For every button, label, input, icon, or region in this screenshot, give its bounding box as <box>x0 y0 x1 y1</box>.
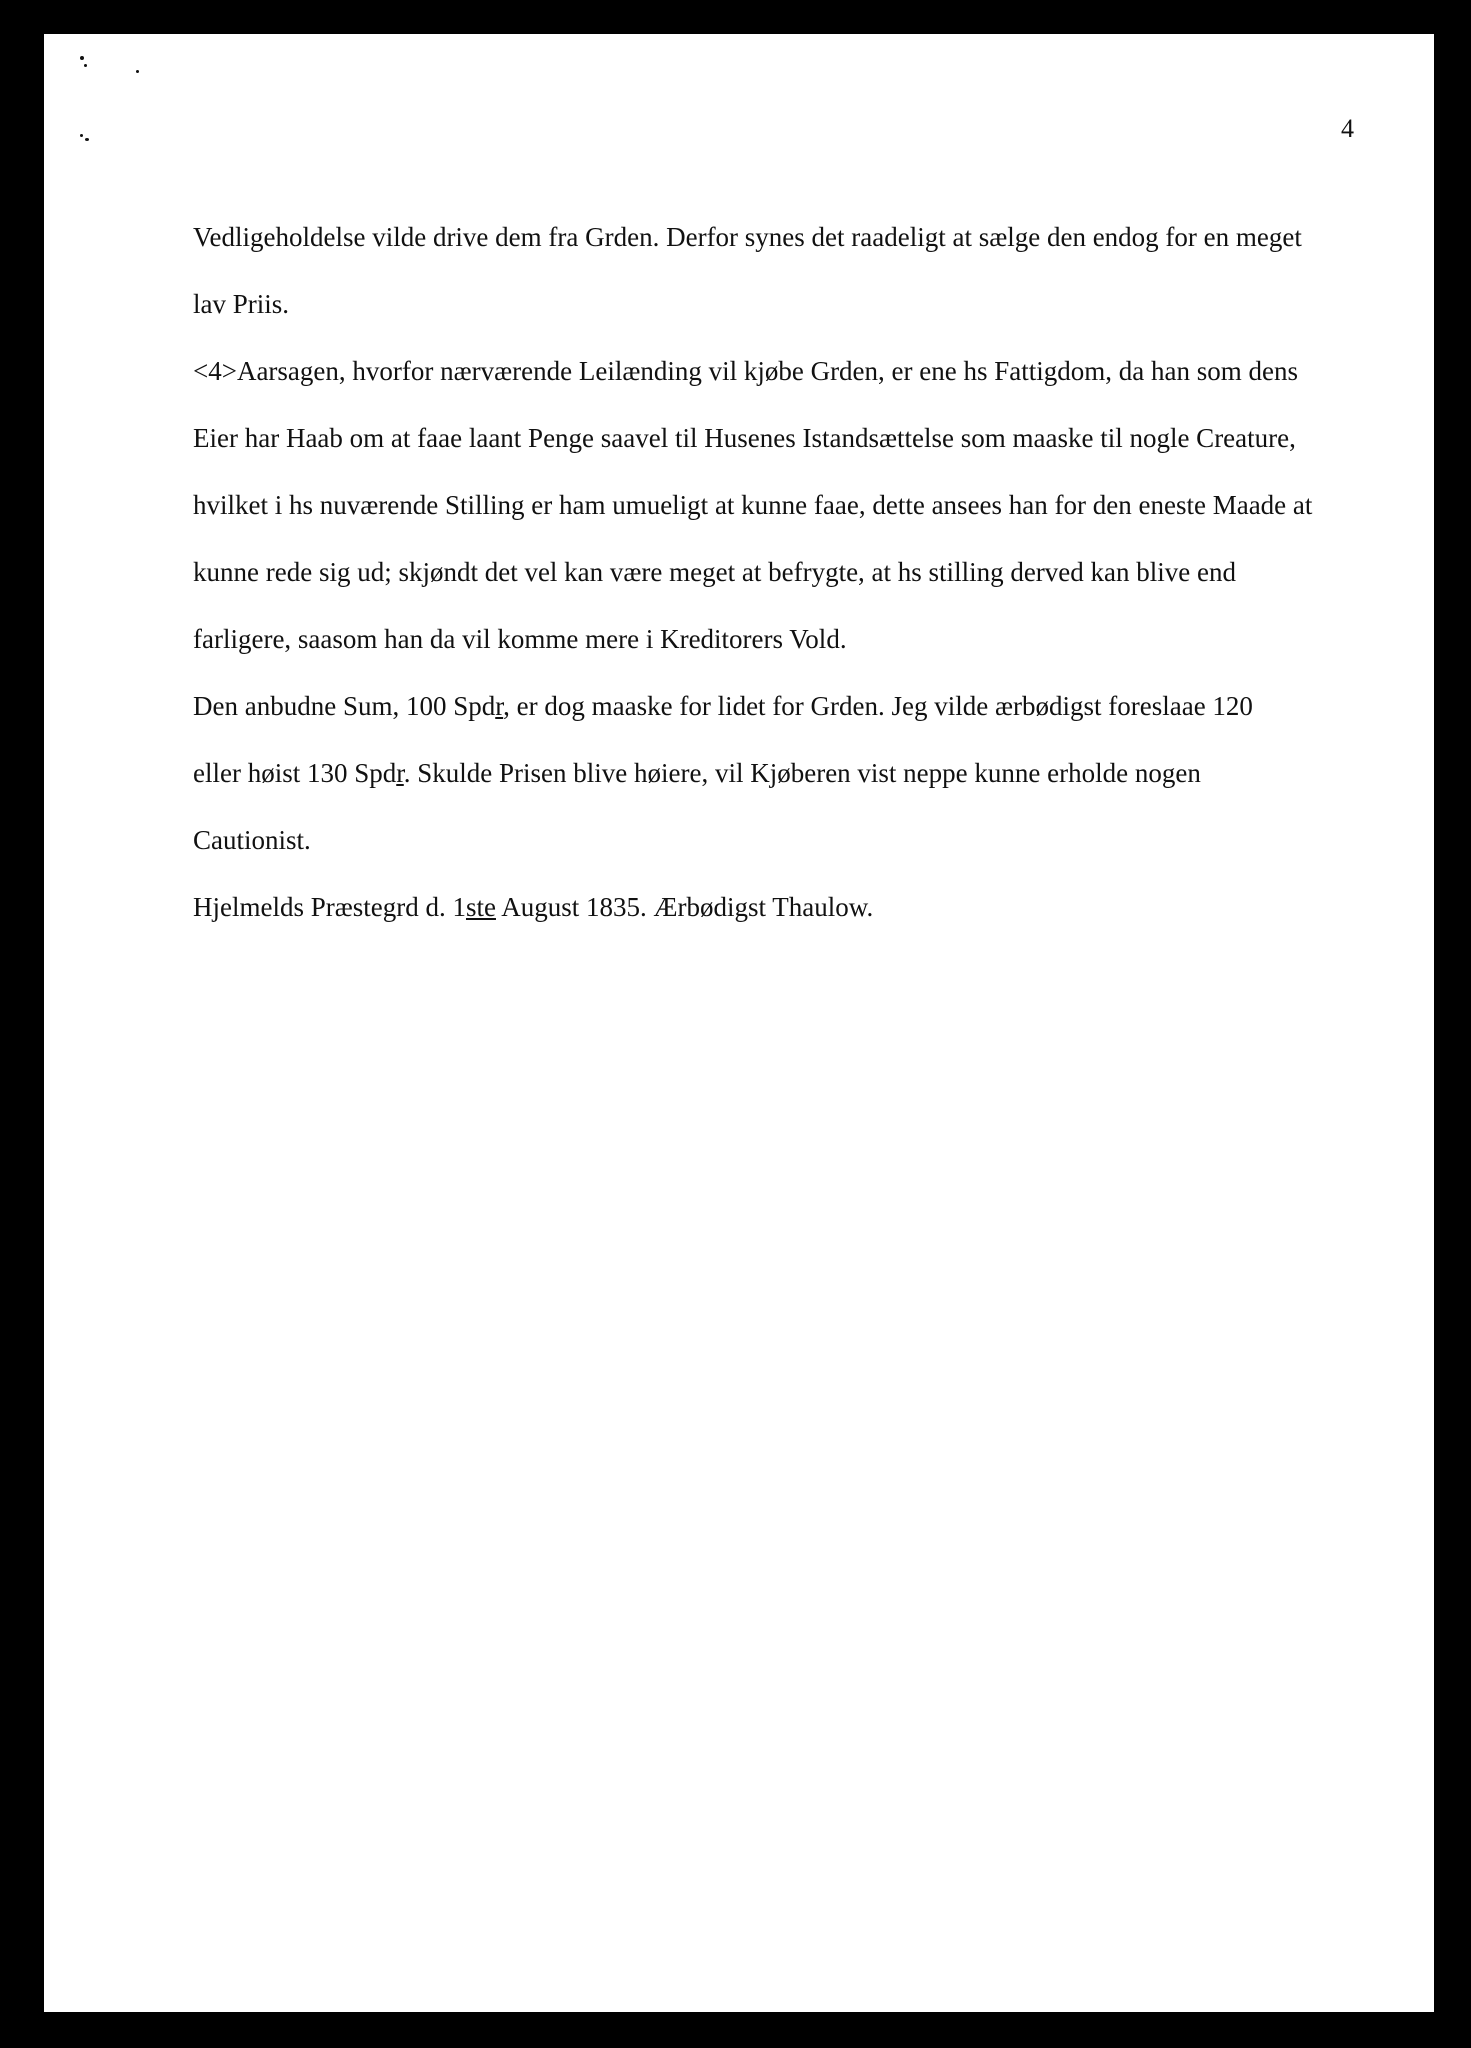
letter-body <box>193 204 1403 941</box>
text-line: hvilket i hs nuværende Stilling er ham umueligt at kunne faae, dette ansees han for den eneste Maade at <box>193 490 1313 520</box>
text-line: Cautionist. <box>193 825 311 855</box>
underlined-abbreviation: r <box>495 691 504 721</box>
text-line: eller høist 130 Spdr. Skulde Prisen blive høiere, vil Kjøberen vist neppe kunne erholde nogen <box>193 758 1201 788</box>
text-line: Eier har Haab om at faae laant Penge saavel til Husenes Istandsættelse som maaske til nogle Creature, <box>193 423 1296 453</box>
scan-speck <box>136 70 139 73</box>
underlined-abbreviation: r <box>396 758 404 788</box>
scan-speck <box>84 64 87 67</box>
scan-speck <box>80 134 83 137</box>
document-page <box>44 34 1434 2012</box>
scan-speck <box>85 138 89 141</box>
page-number: 4 <box>1341 114 1354 143</box>
text-line: lav Priis. <box>193 289 290 319</box>
text-line: Vedligeholdelse vilde drive dem fra Grden. Derfor synes det raadeligt at sælge den endog for en meget <box>193 222 1302 252</box>
underlined-ordinal: ste <box>465 892 496 922</box>
text-line: <4>Aarsagen, hvorfor nærværende Leilænding vil kjøbe Grden, er ene hs Fattigdom, da han som dens <box>193 356 1298 386</box>
scan-speck <box>80 56 84 60</box>
text-line: kunne rede sig ud; skjøndt det vel kan være meget at befrygte, at hs stilling derved kan blive end <box>193 557 1236 587</box>
text-line: farligere, saasom han da vil komme mere i Kreditorers Vold. <box>193 624 847 654</box>
signature-line: Hjelmelds Præstegrd d. 1ste August 1835. Ærbødigst Thaulow. <box>193 892 874 922</box>
text-line: Den anbudne Sum, 100 Spdr, er dog maaske for lidet for Grden. Jeg vilde ærbødigst foreslaae 120 <box>193 691 1253 721</box>
